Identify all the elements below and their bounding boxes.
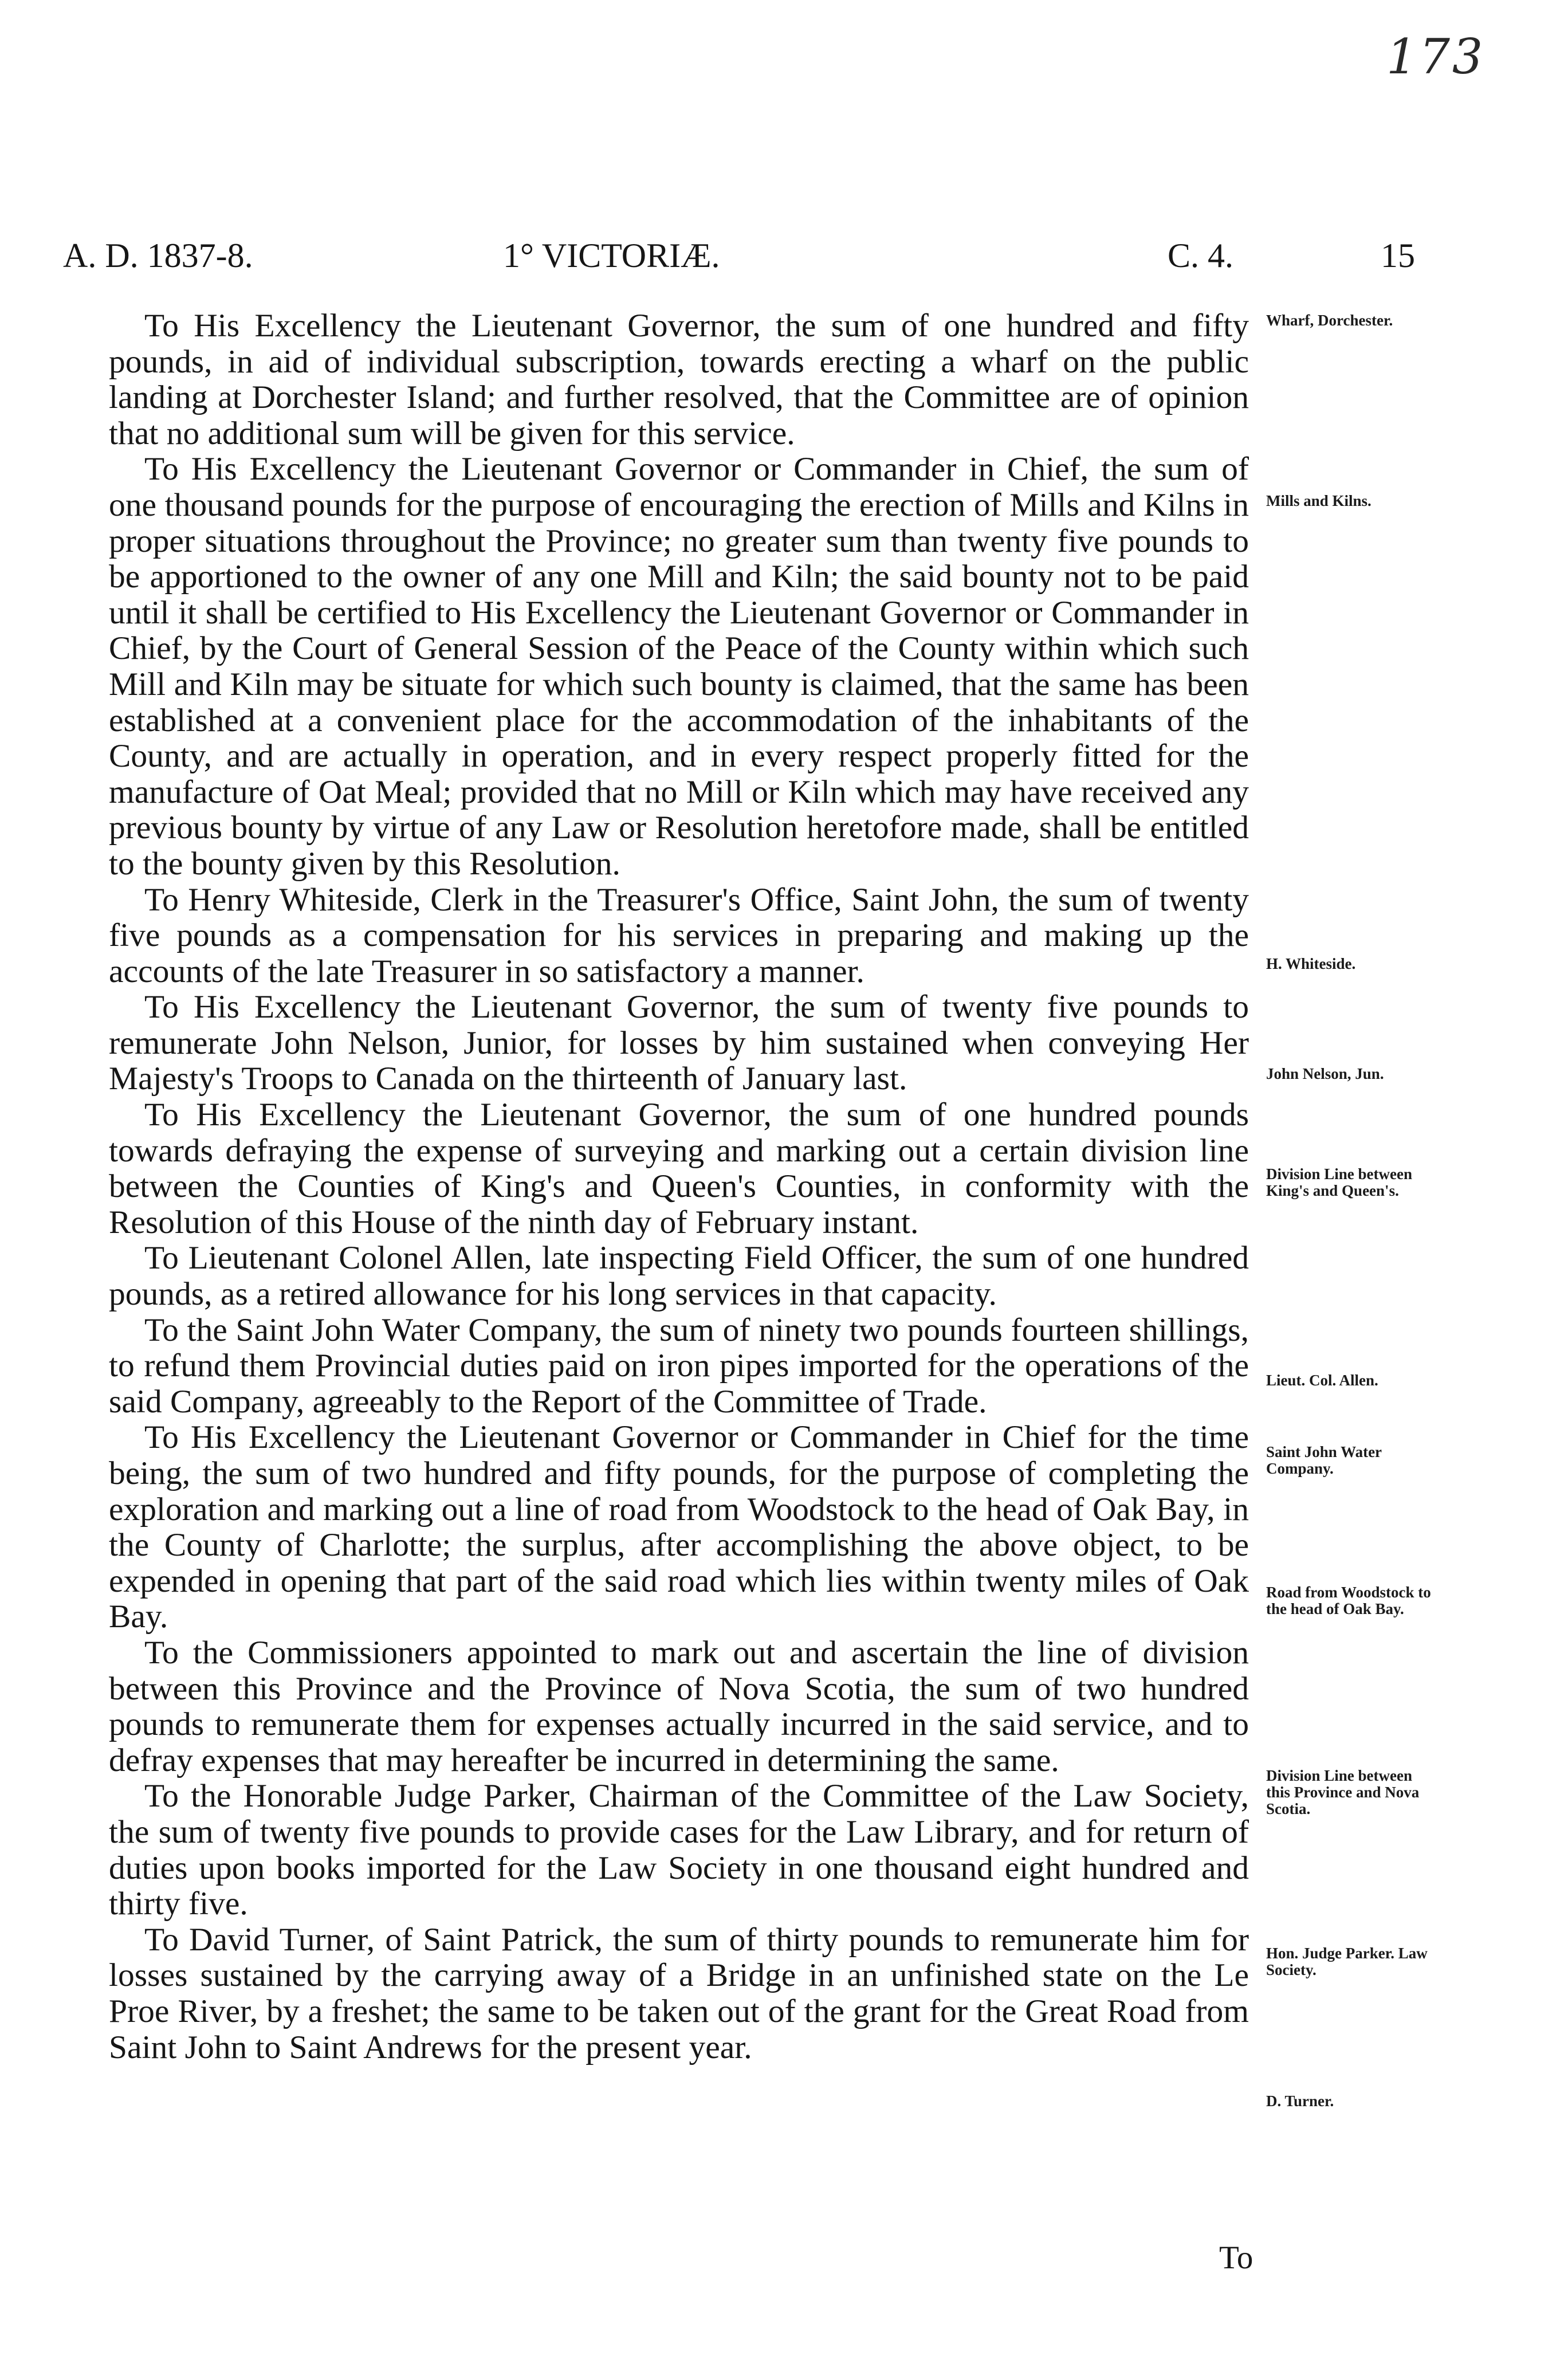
paragraph-mills-kilns: To His Excellency the Lieutenant Governor or Commander in Chief, the sum of one thousand pounds for the purpose of encouraging the erection of Mills and Kilns in proper situations throughout the Province; no greater sum than twenty five pounds to be apportioned to the owner of any one Mill and Kiln; the said bounty not to be paid until it shall be certified to His Excellency the Lieutenant Governor or Commander in Chief, by the Court of General Session of the Peace of the County within which such Mill and Kiln may be situate for which such bounty is claimed, that the same has been established at a convenient place for the accommodation of the inhabitants of the County, and are actually in operation, and in every respect properly fitted for the manufacture of Oat Meal; provided that no Mill or Kiln which may have received any previous bounty by virtue of any Law or Resolution heretofore made, shall be entitled to the bounty given by this Resolution. [109,451,1249,882]
paragraph-nelson: To His Excellency the Lieutenant Governor, the sum of twenty five pounds to remunerate John Nelson, Junior, for losses by him sustained when conveying Her Majesty's Troops to Canada on the thirteenth of January last. [109,989,1249,1097]
margin-note-law-society: Hon. Judge Parker. Law Society. [1266,1945,1428,1978]
handwritten-page-mark: 173 [1386,29,1486,85]
paragraph-law-society: To the Honorable Judge Parker, Chairman of the Committee of the Law Society, the sum of twenty five pounds to provide cases for the Law Library, and for return of duties upon books imported for the Law Society in one thousand eight hundred and thirty five. [109,1778,1249,1922]
resolution-text [109,308,1249,2065]
paragraph-water-company: To the Saint John Water Company, the sum of ninety two pounds fourteen shillings, to refund them Provincial duties paid on iron pipes imported for the operations of the said Company, agreeably to the Report of the Committee of Trade. [109,1311,1249,1420]
header-date: A. D. 1837-8. [63,237,253,274]
catchword: To [1219,2240,1253,2276]
margin-note-division-kings-queens: Division Line between King's and Queen's. [1266,1165,1413,1199]
margin-note-allen: Lieut. Col. Allen. [1266,1372,1378,1389]
margin-note-woodstock-road: Road from Woodstock to the head of Oak Bay. [1266,1584,1431,1617]
margin-note-turner: D. Turner. [1266,2092,1334,2110]
paragraph-turner: To David Turner, of Saint Patrick, the sum of thirty pounds to remunerate him for losses sustained by the carrying away of a Bridge in an unfinished state on the Le Proe River, by a freshet; the same to be taken out of the grant for the Great Road from Saint John to Saint Andrews for the present year. [109,1921,1249,2065]
margin-note-dorchester: Wharf, Dorchester. [1266,312,1393,329]
paragraph-whiteside: To Henry Whiteside, Clerk in the Treasurer's Office, Saint John, the sum of twenty five pounds as a compensation for his services in preparing and making up the accounts of the late Treasurer in so satisfactory a manner. [109,881,1249,989]
paragraph-nova-scotia-line: To the Commissioners appointed to mark out and ascertain the line of division between this Province and the Province of Nova Scotia, the sum of two hundred pounds to remunerate them for expenses actually incurred in the said service, and to defray expenses that may hereafter be incurred in determining the same. [109,1634,1249,1778]
margin-note-whiteside: H. Whiteside. [1266,955,1356,972]
margin-note-mills-kilns: Mills and Kilns. [1266,492,1371,509]
paragraph-dorchester-wharf: To His Excellency the Lieutenant Governor, the sum of one hundred and fifty pounds, in aid of individual subscription, towards erecting a wharf on the public landing at Dorchester Island; and further resolved, that the Committee are of opinion that no additional sum will be given for this service. [109,308,1249,451]
paragraph-woodstock-road: To His Excellency the Lieutenant Governor or Commander in Chief for the time being, the sum of two hundred and fifty pounds, for the purpose of completing the exploration and marking out a line of road from Woodstock to the head of Oak Bay, in the County of Charlotte; the surplus, after accomplishing the above object, to be expended in opening that part of the said road which lies within twenty miles of Oak Bay. [109,1419,1249,1635]
running-header [63,236,1455,288]
paragraph-allen: To Lieutenant Colonel Allen, late inspecting Field Officer, the sum of one hundred pounds, as a retired allowance for his long services in that capacity. [109,1240,1249,1313]
header-chapter: C. 4. [1168,237,1234,274]
paragraph-division-line-kings-queens: To His Excellency the Lieutenant Governor, the sum of one hundred pounds towards defraying the expense of surveying and marking out a certain division line between the Counties of King's and Queen's Counties, in conformity with the Resolution of this House of the ninth day of February instant. [109,1097,1249,1240]
margin-note-nelson: John Nelson, Jun. [1266,1065,1384,1082]
header-reign: 1° VICTORIÆ. [503,237,720,274]
margin-note-water-company: Saint John Water Company. [1266,1443,1382,1477]
header-page-number: 15 [1381,237,1415,274]
margin-note-nova-scotia-line: Division Line between this Province and Nova Scotia. [1266,1767,1420,1817]
